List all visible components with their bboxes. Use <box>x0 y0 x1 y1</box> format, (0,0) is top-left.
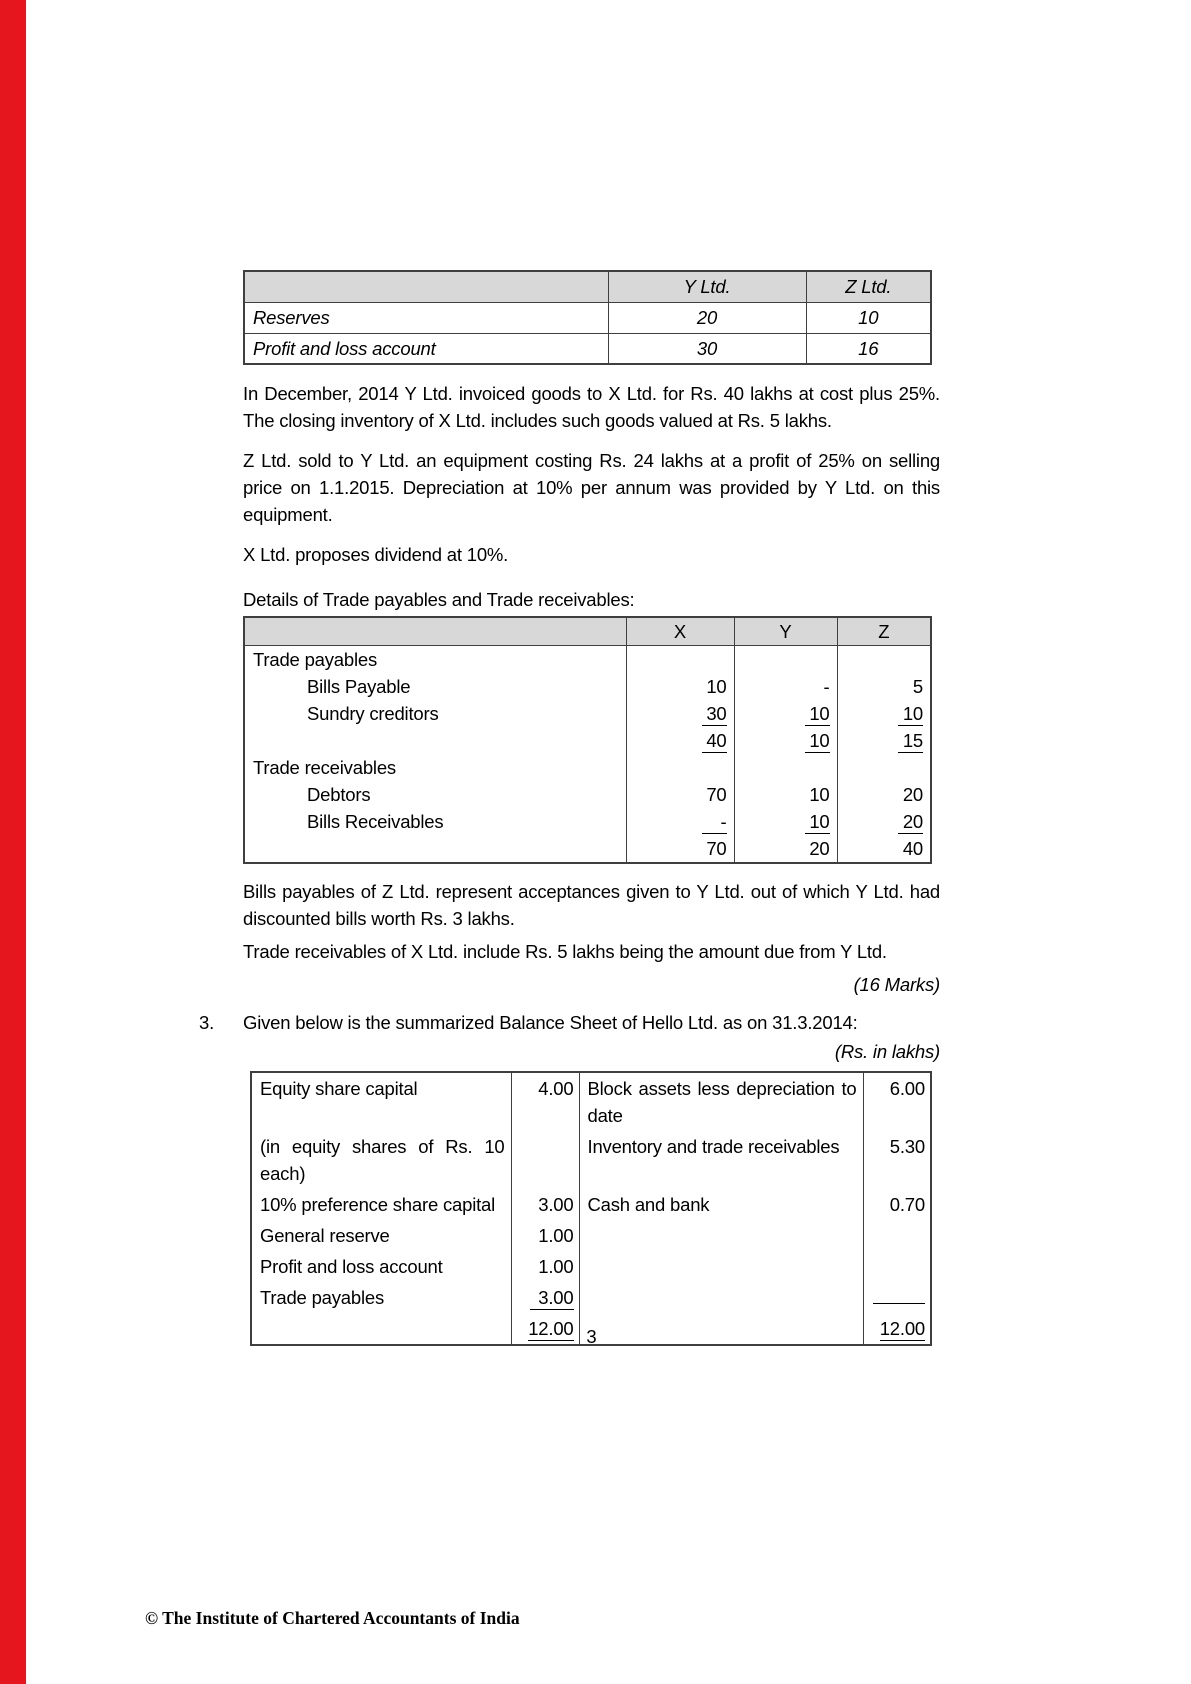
row-label-cell: Trade receivables <box>253 757 396 778</box>
asset-value-cell <box>863 1282 931 1313</box>
value-cell: 70 <box>626 835 734 863</box>
value-cell <box>734 754 837 781</box>
value-cell: 10 <box>734 781 837 808</box>
table-row <box>251 1189 931 1220</box>
left-red-bar <box>0 0 26 1684</box>
value-cell: 10 <box>806 302 931 333</box>
table-row <box>244 673 931 700</box>
asset-label-cell: Block assets less depreciation to date <box>579 1072 863 1131</box>
liability-label-cell: Trade payables <box>260 1287 385 1308</box>
asset-label-cell <box>579 1220 863 1251</box>
value-cell <box>626 727 734 754</box>
underlined-value: 10 <box>805 702 830 726</box>
table-row <box>251 1220 931 1251</box>
asset-value-cell: 5.30 <box>863 1131 931 1189</box>
value-cell <box>734 646 837 674</box>
page-content <box>199 270 940 1346</box>
value-cell: 16 <box>806 333 931 364</box>
table-row <box>251 1131 931 1189</box>
underlined-value: 12.00 <box>528 1318 574 1339</box>
question-number: 3. <box>199 1012 215 1033</box>
paragraph-equipment-sale: Z Ltd. sold to Y Ltd. an equipment costing Rs. 24 lakhs at a profit of 25% on selling price on 1.1.2015. Depreciation at 10% per annum was provided by Y Ltd. on this equipment. <box>243 450 940 525</box>
liability-value-cell: 3.00 <box>511 1189 579 1220</box>
table-header-row <box>244 271 931 302</box>
table-row <box>244 754 931 781</box>
liability-value-cell: 1.00 <box>511 1220 579 1251</box>
underlined-value: 15 <box>898 729 923 753</box>
value-cell: 30 <box>608 333 806 364</box>
row-label-cell: Trade payables <box>253 649 378 670</box>
liability-value-cell: 1.00 <box>511 1251 579 1282</box>
underlined-value: 40 <box>702 729 727 753</box>
table-row <box>244 333 931 364</box>
page-number: 3 <box>586 1326 597 1347</box>
reserves-comparison-table <box>243 270 932 365</box>
value-cell: 20 <box>837 781 931 808</box>
value-cell <box>837 700 931 727</box>
table-row <box>251 1072 931 1131</box>
paragraph-proposed-dividend: X Ltd. proposes dividend at 10%. <box>243 544 509 565</box>
asset-value-cell <box>863 1251 931 1282</box>
trade-details-table <box>243 616 932 864</box>
table-row <box>244 700 931 727</box>
value-cell <box>734 727 837 754</box>
asset-label-cell <box>579 1251 863 1282</box>
row-label-cell: Bills Payable <box>307 676 411 697</box>
row-label-cell: Profit and loss account <box>244 333 608 364</box>
row-label-cell: Bills Receivables <box>307 811 444 832</box>
liability-label-cell: Equity share capital <box>260 1078 418 1099</box>
value-cell <box>837 646 931 674</box>
underlined-value: 10 <box>805 729 830 753</box>
underlined-value: - <box>702 810 727 834</box>
paragraph-bills-payables-note: Bills payables of Z Ltd. represent acceptances given to Y Ltd. out of which Y Ltd. had discounted bills worth Rs. 3 lakhs. <box>243 881 940 929</box>
value-cell <box>837 808 931 835</box>
value-cell <box>626 754 734 781</box>
underlined-value: 20 <box>898 810 923 834</box>
table-row <box>251 1251 931 1282</box>
table-row <box>244 727 931 754</box>
header-blank-cell <box>244 271 608 302</box>
underlined-value: 12.00 <box>879 1318 925 1339</box>
header-z-ltd: Z Ltd. <box>806 271 931 302</box>
row-label-cell <box>244 727 626 754</box>
value-cell: - <box>734 673 837 700</box>
value-cell: 20 <box>734 835 837 863</box>
asset-label-cell: Cash and bank <box>579 1189 863 1220</box>
header-blank-cell <box>244 617 626 646</box>
table-row <box>244 808 931 835</box>
value-cell <box>626 700 734 727</box>
value-cell: 10 <box>626 673 734 700</box>
value-cell <box>734 808 837 835</box>
liability-value-cell <box>511 1131 579 1189</box>
row-label-cell: Debtors <box>307 784 371 805</box>
underlined-value: 30 <box>702 702 727 726</box>
value-cell: 5 <box>837 673 931 700</box>
value-cell <box>626 808 734 835</box>
underlined-value: 3.00 <box>530 1286 574 1310</box>
liability-label-cell: Profit and loss account <box>260 1256 443 1277</box>
asset-value-cell <box>863 1220 931 1251</box>
unit-note: (Rs. in lakhs) <box>834 1041 940 1062</box>
paragraph-trade-details-heading: Details of Trade payables and Trade receivables: <box>243 589 635 610</box>
asset-label-cell <box>579 1282 863 1313</box>
value-cell: 20 <box>608 302 806 333</box>
question-text: Given below is the summarized Balance Sheet of Hello Ltd. as on 31.3.2014: <box>243 1012 858 1033</box>
header-y: Y <box>734 617 837 646</box>
value-cell <box>734 700 837 727</box>
table-row <box>251 1282 931 1313</box>
table-row <box>244 781 931 808</box>
value-cell <box>837 727 931 754</box>
balance-sheet-table <box>250 1071 932 1346</box>
paragraph-invoiced-goods: In December, 2014 Y Ltd. invoiced goods to X Ltd. for Rs. 40 lakhs at cost plus 25%. The closing inventory of X Ltd. includes such goods valued at Rs. 5 lakhs. <box>243 383 940 431</box>
copyright-footer: © The Institute of Chartered Accountants of India <box>145 1608 520 1628</box>
paragraph-trade-receivables-note: Trade receivables of X Ltd. include Rs. 5 lakhs being the amount due from Y Ltd. <box>243 941 887 962</box>
value-cell <box>626 646 734 674</box>
value-cell: 70 <box>626 781 734 808</box>
header-x: X <box>626 617 734 646</box>
blank-total-line <box>873 1289 925 1304</box>
marks-note: (16 Marks) <box>853 974 940 995</box>
header-z: Z <box>837 617 931 646</box>
table-row <box>244 302 931 333</box>
liability-value-cell <box>511 1282 579 1313</box>
row-label-cell <box>244 835 626 863</box>
table-row <box>244 835 931 863</box>
asset-value-cell: 0.70 <box>863 1189 931 1220</box>
table-row <box>244 646 931 674</box>
question-3-line <box>199 1009 940 1036</box>
asset-label-cell: Inventory and trade receivables <box>579 1131 863 1189</box>
value-cell: 40 <box>837 835 931 863</box>
header-y-ltd: Y Ltd. <box>608 271 806 302</box>
liability-value-cell: 4.00 <box>511 1072 579 1131</box>
liability-label-cell: General reserve <box>260 1225 390 1246</box>
liability-label-cell: 10% preference share capital <box>260 1194 496 1215</box>
row-label-cell: Reserves <box>244 302 608 333</box>
underlined-value: 10 <box>898 702 923 726</box>
value-cell <box>837 754 931 781</box>
asset-value-cell: 6.00 <box>863 1072 931 1131</box>
liability-label-cell: (in equity shares of Rs. 10 each) <box>260 1136 505 1184</box>
table-header-row <box>244 617 931 646</box>
row-label-cell: Sundry creditors <box>307 703 439 724</box>
underlined-value: 10 <box>805 810 830 834</box>
